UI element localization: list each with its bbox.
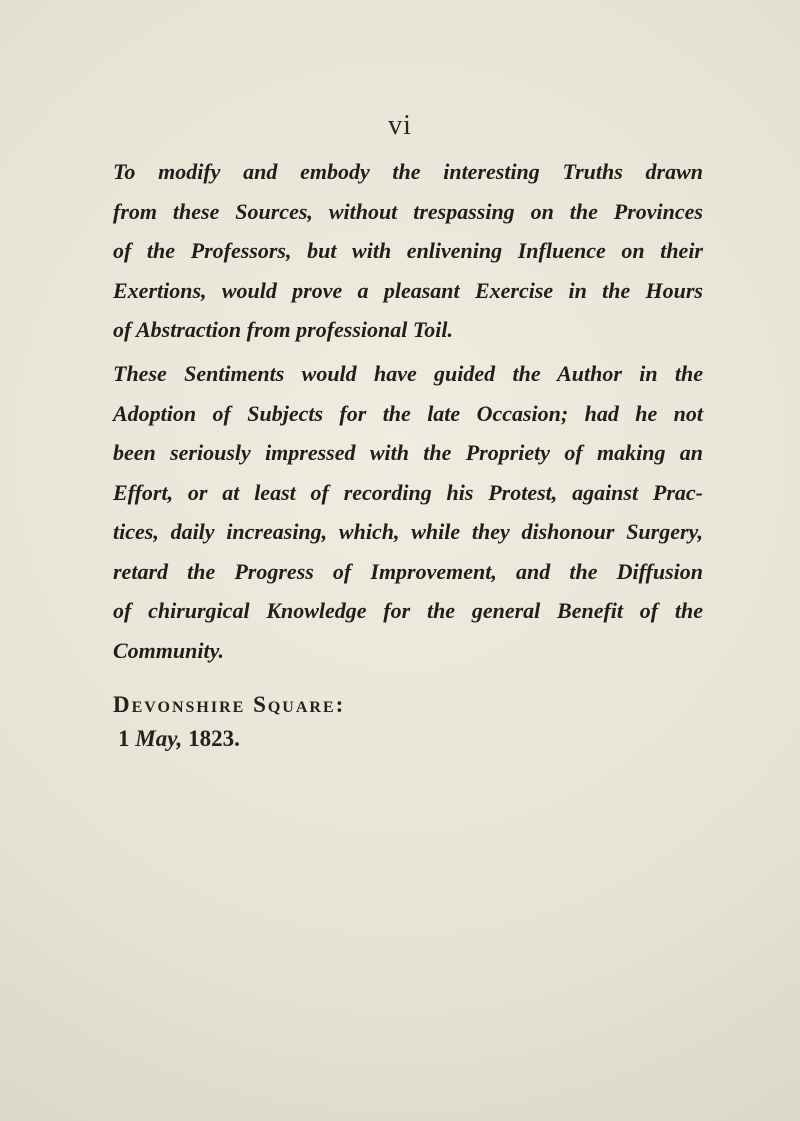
paragraph-1	[113, 152, 703, 350]
paragraph-line: Community.	[113, 637, 225, 663]
date-day: 1	[118, 726, 130, 751]
paragraph-line: Effort, or at least of recording his Protest, against Prac-	[113, 479, 703, 505]
paragraph-line: These Sentiments would have guided the Author in the	[113, 361, 703, 386]
signature-place: Devonshire Square:	[113, 692, 346, 717]
paragraph-line: of chirurgical Knowledge for the general Benefit of the	[113, 598, 703, 623]
paragraph-line: Exertions, would prove a pleasant Exercise in the Hours	[113, 277, 703, 303]
paragraph-line: of the Professors, but with enlivening Influence on their	[113, 238, 703, 263]
paragraph-line: retard the Progress of Improvement, and the Diffusion	[113, 558, 703, 584]
signature-block	[113, 688, 345, 756]
date-year: 1823.	[188, 726, 240, 751]
paragraph-line: Adoption of Subjects for the late Occasion; had he not	[113, 400, 703, 426]
date-month: May,	[135, 726, 183, 751]
paragraph-line: of Abstraction from professional Toil.	[113, 317, 454, 342]
paragraph-line: been seriously impressed with the Propriety of making an	[113, 440, 703, 465]
signature-date	[113, 722, 345, 756]
paragraph-line: To modify and embody the interesting Truths drawn	[113, 159, 703, 184]
paragraph-line: tices, daily increasing, which, while they dishonour Surgery,	[113, 519, 703, 544]
paragraph-2	[113, 354, 703, 670]
page-number: vi	[388, 110, 412, 141]
paragraph-line: from these Sources, without trespassing on the Provinces	[113, 198, 703, 224]
